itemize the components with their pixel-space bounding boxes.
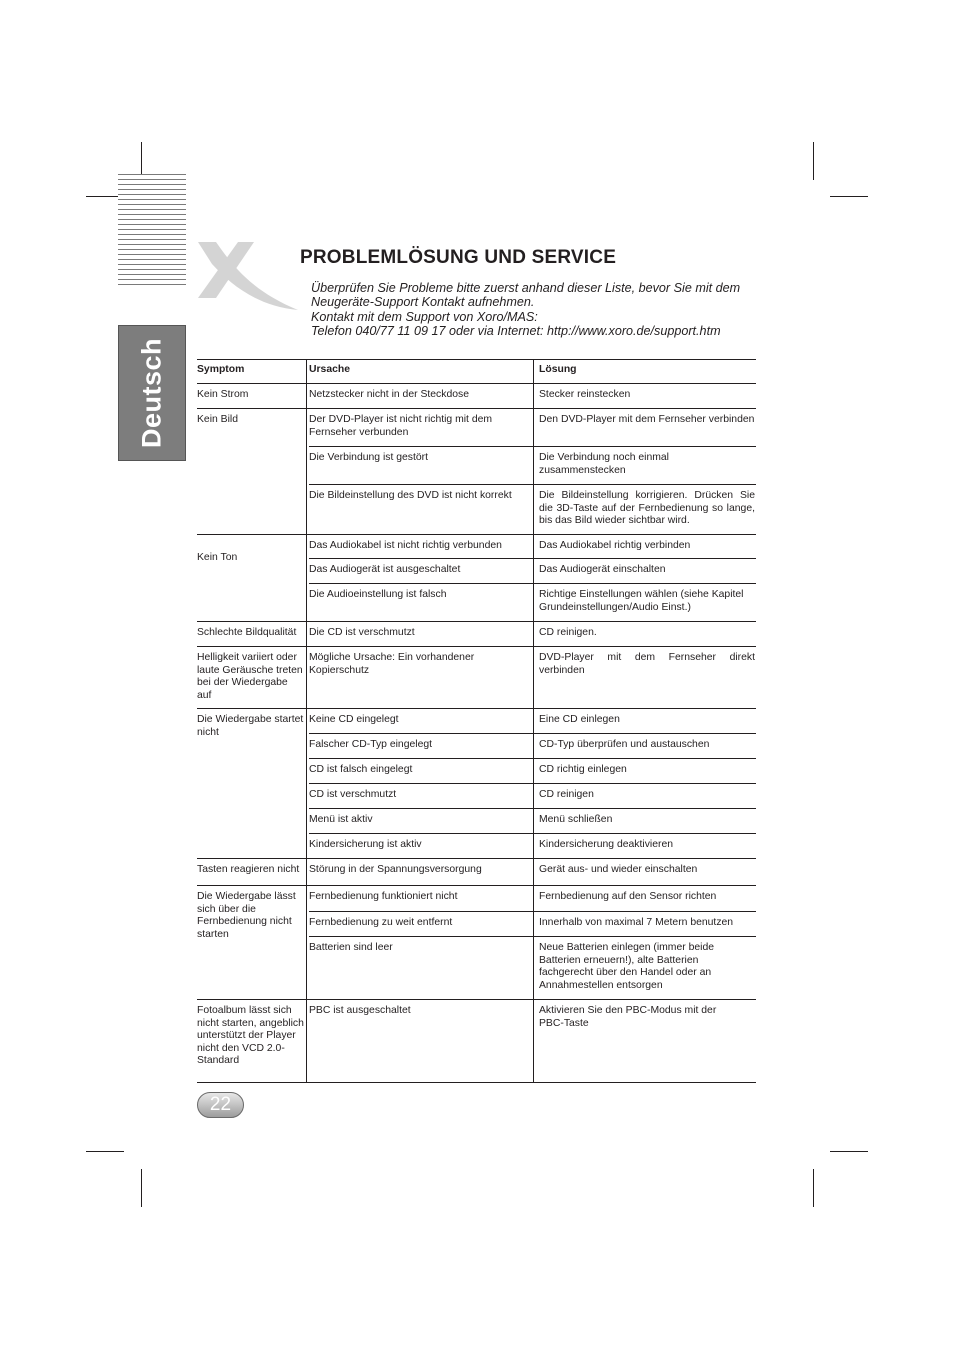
intro-line: Überprüfen Sie Probleme bitte zuerst anhand dieser Liste, bevor Sie mit dem [311,281,741,295]
crop-mark [141,1169,142,1207]
solution-cell: Das Audiogerät einschalten [539,564,666,575]
solution-cell: CD richtig einlegen [539,764,627,775]
cause-cell: CD ist verschmutzt [309,789,397,800]
cause-cell: Das Audiogerät ist ausgeschaltet [309,564,461,575]
symptom-cell: Tasten reagieren nicht [197,864,300,875]
solution-cell: Gerät aus- und wieder einschalten [539,864,698,875]
language-tab-label: Deutsch [136,337,167,449]
symptom-cell: Die Wiedergabe startet nicht [197,714,304,738]
cause-cell: CD ist falsch eingelegt [309,764,413,775]
page-title: PROBLEMLÖSUNG UND SERVICE [300,247,617,268]
solution-cell: Menü schließen [539,814,613,825]
symptom-cell: Fotoalbum lässt sich nicht starten, angeblich unterstützt der Player nicht den VCD 2.0-Standard [197,1005,304,1066]
crop-mark [830,196,868,197]
symptom-cell: Kein Ton [197,552,238,563]
cause-cell: Falscher CD-Typ eingelegt [309,739,433,750]
symptom-cell: Die Wiedergabe lässt sich über die Fernbedienung nicht starten [197,891,296,940]
solution-cell: CD reinigen. [539,627,597,638]
cause-cell: Der DVD-Player ist nicht richtig mit dem Fernseher verbunden [309,414,493,438]
cause-cell: Die Audioeinstellung ist falsch [309,589,447,600]
troubleshooting-table [197,359,756,1083]
crop-mark [813,142,814,180]
solution-cell: Die Verbindung noch einmal zusammenstecken [539,452,669,476]
solution-cell: Den DVD-Player mit dem Fernseher verbinden [539,414,755,425]
intro-line: Kontakt mit dem Support von Xoro/MAS: [311,309,538,324]
solution-cell: Kindersicherung deaktivieren [539,839,674,850]
solution-cell: CD-Typ überprüfen und austauschen [539,739,710,750]
solution-cell: Die Bildeinstellung korrigieren. Drücken Sie die 3D-Taste auf der Fernbedienung so lange, bis das Bild wieder sichtbar wird. [539,490,755,526]
symptom-cell: Kein Strom [197,389,249,400]
intro-text [311,281,761,338]
cause-cell: Das Audiokabel ist nicht richtig verbunden [309,540,502,551]
intro-line: Neugeräte-Support Kontakt aufnehmen. [311,295,535,310]
cause-cell: Batterien sind leer [309,942,393,953]
solution-cell: Eine CD einlegen [539,714,620,725]
solution-cell: Das Audiokabel richtig verbinden [539,540,691,551]
xoro-x-logo-icon [196,240,300,317]
solution-cell: Richtige Einstellungen wählen (siehe Kapitel Grundeinstellungen/Audio Einst.) [539,589,744,613]
solution-cell: CD reinigen [539,789,594,800]
cause-cell: Mögliche Ursache: Ein vorhandener Kopierschutz [309,652,475,676]
column-header-solution: Lösung [539,364,577,375]
cause-cell: Fernbedienung zu weit entfernt [309,917,453,928]
decorative-stripes [118,174,186,286]
cause-cell: Die Verbindung ist gestört [309,452,428,463]
intro-line: Telefon 040/77 11 09 17 oder via Internet: http://www.xoro.de/support.htm [311,323,721,338]
symptom-cell: Kein Bild [197,414,239,425]
cause-cell: Keine CD eingelegt [309,714,399,725]
solution-cell: Stecker reinstecken [539,389,631,400]
solution-cell: DVD-Player mit dem Fernseher direkt verbinden [539,652,755,676]
symptom-cell: Schlechte Bildqualität [197,627,297,638]
solution-cell: Fernbedienung auf den Sensor richten [539,891,717,902]
page-number: 22 [197,1092,244,1118]
cause-cell: Die Bildeinstellung des DVD ist nicht korrekt [309,490,512,501]
crop-mark [86,1151,124,1152]
cause-cell: PBC ist ausgeschaltet [309,1005,411,1016]
solution-cell: Aktivieren Sie den PBC-Modus mit der PBC-Taste [539,1005,717,1029]
crop-mark [830,1151,868,1152]
language-tab [118,325,186,461]
symptom-cell: Helligkeit variiert oder laute Geräusche treten bei der Wiedergabe auf [197,652,303,701]
column-header-cause: Ursache [309,364,351,375]
cause-cell: Netzstecker nicht in der Steckdose [309,389,469,400]
cause-cell: Menü ist aktiv [309,814,373,825]
column-header-symptom: Symptom [197,364,245,375]
crop-mark [813,1169,814,1207]
cause-cell: Kindersicherung ist aktiv [309,839,422,850]
cause-cell: Fernbedienung funktioniert nicht [309,891,458,902]
solution-cell: Innerhalb von maximal 7 Metern benutzen [539,917,734,928]
cause-cell: Die CD ist verschmutzt [309,627,415,638]
cause-cell: Störung in der Spannungsversorgung [309,864,482,875]
solution-cell: Neue Batterien einlegen (immer beide Batterien erneuern!), alte Batterien fachgerecht über den Handel oder an Annahmestellen entsorgen [539,942,715,991]
